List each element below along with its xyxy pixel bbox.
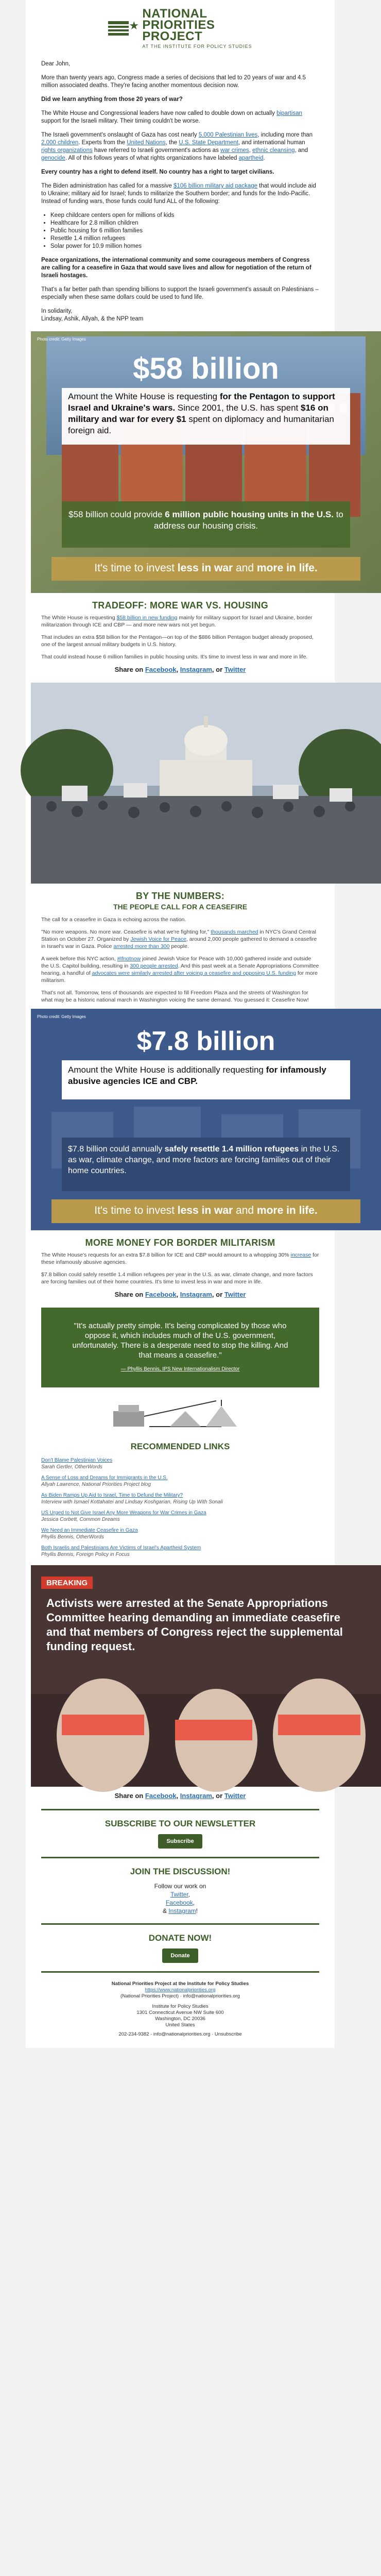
recommended-link[interactable]: US Urged to Not Give Israel Any More Weapons for War Crimes in Gaza — [41, 1510, 206, 1516]
capitol-arrest-link[interactable]: 300 people arrested — [130, 963, 178, 969]
apartheid-link[interactable]: apartheid — [238, 155, 264, 161]
instagram-link[interactable]: Instagram — [168, 1907, 196, 1914]
facebook-link[interactable]: Facebook — [165, 1899, 193, 1906]
intro-paragraph-4: The Biden administration has called for a massive $106 billion military aid package that would include aid to Ukraine; military aid for Israel; funds to militarize the Southern border; and funds for the Indo-Pacific. Instead of funding wars, those funds could fund ALL of the following: — [41, 183, 316, 205]
genocide-link[interactable]: genocide — [41, 155, 65, 161]
list-item: • Solar power for 10.9 million homes — [50, 243, 319, 250]
numbers-paragraph-1: The call for a ceasefire in Gaza is echoing across the nation. — [41, 917, 186, 923]
footer: National Priorities Project at the Institute for Policy Studies https://www.nationalpriorities.org (National Priorities Project) · info@nationalpriorities.org Institute for Policy Studies 1301 Connecticut Avenue NW Suite 600 Washington, DC 20036 United States 202-234-9382 · info@nationalpriorities.org · Unsubscribe — [111, 1981, 249, 2037]
share-row-3: Share on Facebook, Instagram, or Twitter — [114, 1792, 246, 1800]
graphic-58-billion — [31, 331, 343, 593]
graphic-78-billion — [31, 1009, 340, 1230]
list-item: We Need an Immediate Ceasefire in Gaza Phyllis Bennis, OtherWords — [41, 1528, 138, 1540]
share-instagram-link[interactable]: Instagram — [180, 666, 212, 673]
list-item: US Urged to Not Give Israel Any More Weapons for War Crimes in Gaza Jessica Corbett, Common Dreams — [41, 1510, 206, 1522]
follow-block: Follow our work on Twitter, Facebook, & Instagram! — [154, 1883, 206, 1914]
ethnic-cleansing-link[interactable]: ethnic cleansing — [252, 147, 295, 154]
tradeoff-paragraph-3: That could instead house 6 million families in public housing units. It's time to invest less in war and more in life. — [41, 654, 308, 660]
numbers-paragraph-4: That's not all. Tomorrow, tens of thousands are expected to fill Freedom Plaza and the streets of Washington for what may be a historic national march in Washington voicing the same demand. You guessed it: Ceasefire Now! — [41, 990, 309, 1003]
recommended-link[interactable]: We Need an Immediate Ceasefire in Gaza — [41, 1528, 138, 1533]
aid-package-link[interactable]: $106 billion military aid package — [173, 183, 257, 189]
quote-attribution[interactable]: — Phyllis Bennis, IPS New Internationalism Director — [120, 1366, 240, 1372]
share-instagram-link[interactable]: Instagram — [180, 1792, 212, 1800]
section-border-body — [26, 1251, 335, 1285]
logo-line-1: NATIONAL — [142, 7, 207, 21]
section-border-title: MORE MONEY FOR BORDER MILITARISM — [85, 1238, 275, 1248]
jvp-link[interactable]: Jewish Voice for Peace — [130, 936, 186, 942]
arrested-link[interactable]: arrested more than 300 — [113, 943, 170, 950]
newsletter-title: SUBSCRIBE TO OUR NEWSLETTER — [105, 1819, 256, 1828]
quote-text: "It's actually pretty simple. It's being complicated by those who oppose it, which includes much of the U.S. government, unfortunately. There is a desperate need to stop the killing. And that means a ceasefire." — [72, 1321, 288, 1360]
rights-orgs-link[interactable]: rights organizations — [41, 147, 93, 154]
intro-question-3: Peace organizations, the international community and some courageous members of Congress are calling for a ceasefire in Gaza that would save lives and allow for negotiation of the return of Israeli hostages. — [41, 257, 311, 279]
share-facebook-link[interactable]: Facebook — [145, 1792, 177, 1800]
list-item: As Biden Ramps Up Aid to Israel, Time to Defund the Military? Interview with Ismael Kottahatei and Lindsay Koshgarian, Rising Up With Sonali — [41, 1493, 223, 1505]
recommended-link[interactable]: As Biden Ramps Up Aid to Israel, Time to Defund the Military? — [41, 1493, 183, 1498]
section-numbers-body — [26, 916, 335, 1004]
share-instagram-link[interactable]: Instagram — [180, 1291, 212, 1298]
photo-credit: Photo credit: Getty Images — [37, 1014, 86, 1019]
share-facebook-link[interactable]: Facebook — [145, 666, 177, 673]
intro-question-1: Did we learn anything from those 20 years of war? — [41, 96, 183, 103]
recommended-list — [26, 1457, 335, 1558]
divider — [41, 1857, 319, 1858]
graphic-78-box-text: Amount the White House is additionally requesting for infamously abusive agencies ICE and CBP. — [68, 1065, 326, 1086]
ifnotnow-link[interactable]: #Ifnotnow — [117, 956, 141, 962]
logo-subtitle: AT THE INSTITUTE FOR POLICY STUDIES — [142, 44, 252, 49]
children-link[interactable]: 2,000 children — [41, 140, 79, 146]
share-twitter-link[interactable]: Twitter — [224, 1291, 246, 1298]
increase-link[interactable]: increase — [290, 1252, 311, 1258]
logo-line-2: PRIORITIES — [142, 18, 215, 32]
share-twitter-link[interactable]: Twitter — [224, 666, 246, 673]
numbers-paragraph-2: "No more weapons. No more war. Ceasefire is what we're fighting for," thousands marched in NYC's Grand Central Station on October 27. Organized by Jewish Voice for Peace, around 2,000 people gathered to demand a ceasefire in Israel's war in Gaza. Police arrested more than 300 people. — [41, 929, 317, 950]
graphic-58-lower-text: $58 billion could provide 6 million public housing units in the U.S. to address our housing crisis. — [68, 510, 343, 531]
border-paragraph-1: The White House's requests for an extra $7.8 billion for ICE and CBP would amount to a whopping 30% increase for these infamously abusive agencies. — [41, 1252, 319, 1265]
breaking-text: Activists were arrested at the Senate Appropriations Committee hearing demanding an immediate ceasefire and that members of Congress reject the supplemental funding request. — [46, 1597, 343, 1653]
advocates-link[interactable]: advocates were similarly arrested after voicing a ceasefire and opposing U.S. funding — [92, 970, 296, 976]
recommended-title: RECOMMENDED LINKS — [130, 1442, 230, 1451]
graphic-58-amount: $58 billion — [133, 352, 279, 385]
un-link[interactable]: United Nations — [127, 140, 166, 146]
npp-logo[interactable] — [108, 8, 252, 49]
war-crimes-link[interactable]: war crimes — [220, 147, 249, 154]
recommended-illustration — [26, 1396, 335, 1434]
graphic-58-invest-banner: It's time to invest less in war and more in life. — [94, 562, 318, 574]
list-item: • Healthcare for 2.8 million children — [50, 219, 319, 227]
section-numbers-title: BY THE NUMBERS: — [135, 891, 225, 901]
graphic-58-billion-svg — [31, 331, 381, 593]
intro-paragraph-3: The Israeli government's onslaught of Gaza has cost nearly 5,000 Palestinian lives, including more than 2,000 children. Experts from the United Nations, the U.S. State Department, and international human rights organizations have referred to Israeli government's actions as war crimes, ethnic cleansing, and genocide. All of this follows years of what rights organizations have labeled apartheid. — [41, 132, 313, 161]
state-dept-link[interactable]: U.S. State Department — [179, 140, 238, 146]
intro-paragraph-5: That's a far better path than spending billions to support the Israeli government's assault on Palestinians – especially when these same dollars could be used to fund life. — [41, 286, 319, 300]
intro-paragraph-2: The White House and Congressional leaders have now called to double down on actually bipartisan support for the Israeli military. Their timing couldn't be worse. — [41, 110, 302, 124]
graphic-78-amount: $7.8 billion — [136, 1026, 275, 1056]
divider — [41, 1809, 319, 1810]
funding-list — [50, 212, 319, 250]
share-row-1: Share on Facebook, Instagram, or Twitter — [114, 666, 246, 673]
email-container — [26, 0, 343, 2048]
share-facebook-link[interactable]: Facebook — [145, 1291, 177, 1298]
divider — [41, 1923, 319, 1925]
share-twitter-link[interactable]: Twitter — [224, 1792, 246, 1800]
list-item: • Public housing for 6 million families — [50, 227, 319, 235]
recommended-link[interactable]: Both Israelis and Palestinians Are Victims of Israel's Apartheid System — [41, 1545, 201, 1551]
subscribe-button[interactable]: Subscribe — [158, 1834, 202, 1849]
recommended-link[interactable]: Don't Blame Palestinian Voices — [41, 1458, 113, 1463]
numbers-paragraph-3: A week before this NYC action, #Ifnotnow joined Jewish Voice for Peace with 10,000 gathered inside and outside the U.S. Capitol building, resulting in 300 people arrested. And this past week at a Senate Appropriations Committee hearing, a handful of advocates were similarly arrested after voicing a ceasefire and opposing U.S. funding for more militarism. — [41, 956, 319, 984]
thousands-marched-link[interactable]: thousands marched — [211, 929, 258, 935]
list-item: • Resettle 1.4 million refugees — [50, 235, 319, 243]
twitter-link[interactable]: Twitter — [170, 1891, 188, 1898]
new-funding-link[interactable]: $58 billion in new funding — [116, 615, 178, 621]
capitol-protest-photo — [31, 683, 330, 884]
signoff: In solidarity, Lindsay, Ashik, Allyah, & the NPP team — [41, 308, 144, 322]
graphic-78-invest-banner: It's time to invest less in war and more in life. — [94, 1205, 318, 1216]
lives-link[interactable]: 5,000 Palestinian lives — [198, 132, 258, 138]
donate-button[interactable]: Donate — [162, 1948, 198, 1963]
share-row-2: Share on Facebook, Instagram, or Twitter — [114, 1291, 246, 1298]
breaking-label: BREAKING — [46, 1579, 88, 1587]
recommended-link[interactable]: A Sense of Loss and Dreams for Immigrants in the U.S. — [41, 1475, 168, 1481]
graphic-58-box-text: Amount the White House is requesting for the Pentagon to support Israel and Ukraine's wars. Since 2001, the U.S. has spent $16 on military and war for every $1 spent on diplomacy and humanitarian foreign aid. — [68, 392, 335, 435]
graphic-78-lower-text: $7.8 billion could annually safely resettle 1.4 million refugees in the U.S. as war, climate change, and more factors are forcing families out of their home countries. — [68, 1145, 340, 1175]
list-item: A Sense of Loss and Dreams for Immigrants in the U.S. Allyah Lawrence, National Priorities Project blog — [41, 1475, 168, 1487]
tradeoff-paragraph-2: That includes an extra $58 billion for the Pentagon—on top of the $886 billion Pentagon budget already proposed, one of the largest annual military budgets in U.S. history. — [41, 634, 314, 648]
quote-box — [41, 1308, 319, 1387]
list-item: Both Israelis and Palestinians Are Victims of Israel's Apartheid System Phyllis Bennis, Foreign Policy in Focus — [41, 1545, 201, 1557]
bipartisan-link[interactable]: bipartisan — [276, 110, 302, 116]
donate-title: DONATE NOW! — [148, 1933, 212, 1943]
list-item: Don't Blame Palestinian Voices Sarah Gertler, OtherWords — [41, 1458, 113, 1470]
section-tradeoff-body — [26, 614, 335, 660]
tradeoff-paragraph-1: The White House is requesting $58 billion in new funding mainly for military support for Israel and Ukraine, border militarization through ICE and CBP — and more new wars not yet begun. — [41, 615, 313, 628]
website-link[interactable]: https://www.nationalpriorities.org — [145, 1987, 216, 1993]
list-item: • Keep childcare centers open for millions of kids — [50, 212, 319, 219]
intro-question-2: Every country has a right to defend itself. No country has a right to target civilians. — [41, 169, 274, 175]
section-numbers-subtitle: THE PEOPLE CALL FOR A CEASEFIRE — [113, 903, 248, 911]
photo-credit: Photo credit: Getty Images — [37, 337, 86, 342]
section-tradeoff-title: TRADEOFF: MORE WAR VS. HOUSING — [92, 600, 268, 611]
divider — [41, 1971, 319, 1973]
intro-paragraph-1: More than twenty years ago, Congress made a series of decisions that led to 20 years of war and 4.5 million associated deaths. They're facing another momentous decision now. — [41, 75, 306, 89]
discussion-title: JOIN THE DISCUSSION! — [130, 1867, 231, 1876]
flag-star-icon: ★ — [108, 20, 138, 38]
logo-line-3: PROJECT — [142, 29, 203, 43]
intro-letter — [26, 56, 335, 331]
greeting: Dear John, — [41, 61, 71, 67]
border-paragraph-2: $7.8 billion could safely resettle 1.4 million refugees per year in the U.S. as war, climate change, and more factors are forcing families out of their home countries. It's time to invest less in war and more in life. — [41, 1272, 313, 1285]
breaking-graphic — [31, 1565, 343, 1787]
header — [26, 0, 335, 56]
